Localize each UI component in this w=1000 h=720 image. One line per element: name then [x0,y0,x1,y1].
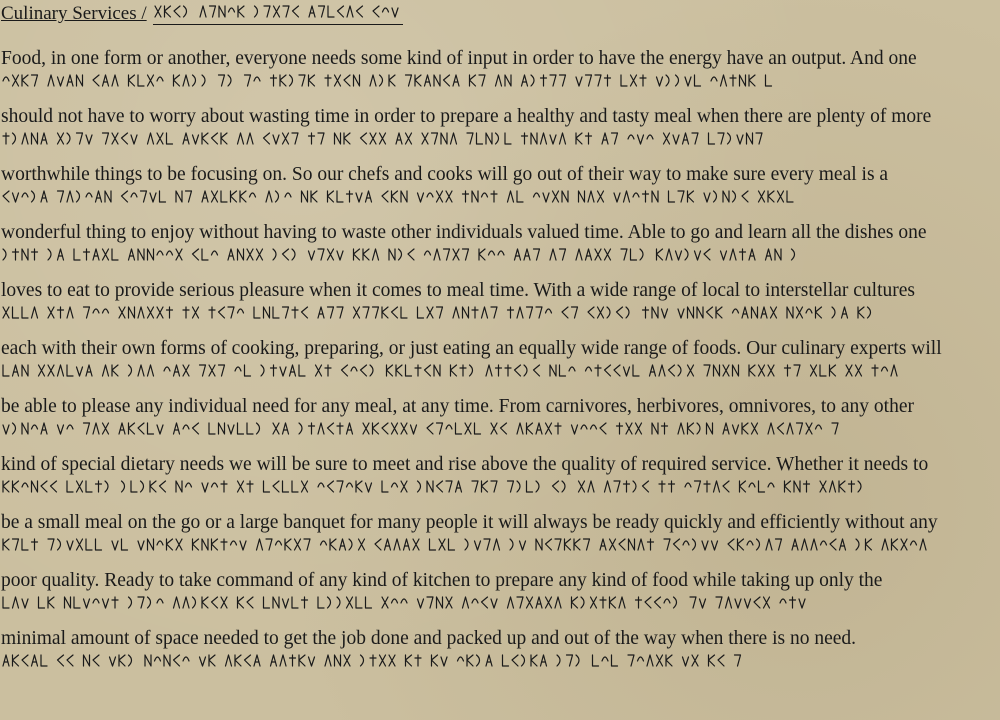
paragraph-line [1,511,1000,551]
paragraph-text: minimal amount of space needed to get the job done and packed up and out of the way when there is no need. [1,628,857,649]
title-glyph-script [153,4,403,25]
glyph-script-line [1,653,746,667]
title-text: Culinary Services / [1,3,147,24]
page-title [1,2,403,26]
paragraph-line [1,569,1000,609]
paragraph-text: wonderful thing to enjoy without having to waste other individuals valued time. Able to go and learn all the dishes one [1,222,927,243]
glyph-script-line [1,189,796,203]
paragraph-text: be able to please any individual need for any meal, at any time. From carnivores, herbivores, omnivores, to any other [1,396,914,417]
paragraph-text: poor quality. Ready to take command of any kind of kitchen to prepare any kind of food while taking up only the [1,570,883,591]
paragraph-line [1,627,1000,667]
paragraph-line [1,337,1000,377]
glyph-script-line [1,247,799,261]
paragraph-text: each with their own forms of cooking, preparing, or just eating an equally wide range of foods. Our culinary experts will [1,338,942,359]
paragraph-line [1,105,1000,145]
paragraph-line [1,279,1000,319]
glyph-script-line [1,479,881,493]
paragraph-text: be a small meal on the go or a large banquet for many people it will always be ready quickly and efficiently without any [1,512,938,533]
glyph-script-line [1,595,809,609]
paragraph-text: worthwhile things to be focusing on. So our chefs and cooks will go out of their way to make sure every meal is a [1,164,889,185]
paragraph-text: kind of special dietary needs we will be sure to meet and rise above the quality of required service. Whether it needs to [1,454,929,475]
glyph-script-line [1,363,906,377]
glyph-script-line [1,537,936,551]
glyph-script-line [1,131,779,145]
paragraph-line [1,47,1000,87]
paragraph-line [1,395,1000,435]
glyph-script-line [1,305,881,319]
paragraph-text: Food, in one form or another, everyone needs some kind of input in order to have the energy have an output. And one [1,48,917,69]
paragraph-line [1,221,1000,261]
paragraph-text: loves to eat to provide serious pleasure when it comes to meal time. With a wide range of local to interstellar cultures [1,280,915,301]
paragraph-text: should not have to worry about wasting time in order to prepare a healthy and tasty meal when there are plenty of more [1,106,932,127]
glyph-script-line [1,421,844,435]
paragraph-line [1,163,1000,203]
paragraph-line [1,453,1000,493]
glyph-script-line [1,73,776,87]
